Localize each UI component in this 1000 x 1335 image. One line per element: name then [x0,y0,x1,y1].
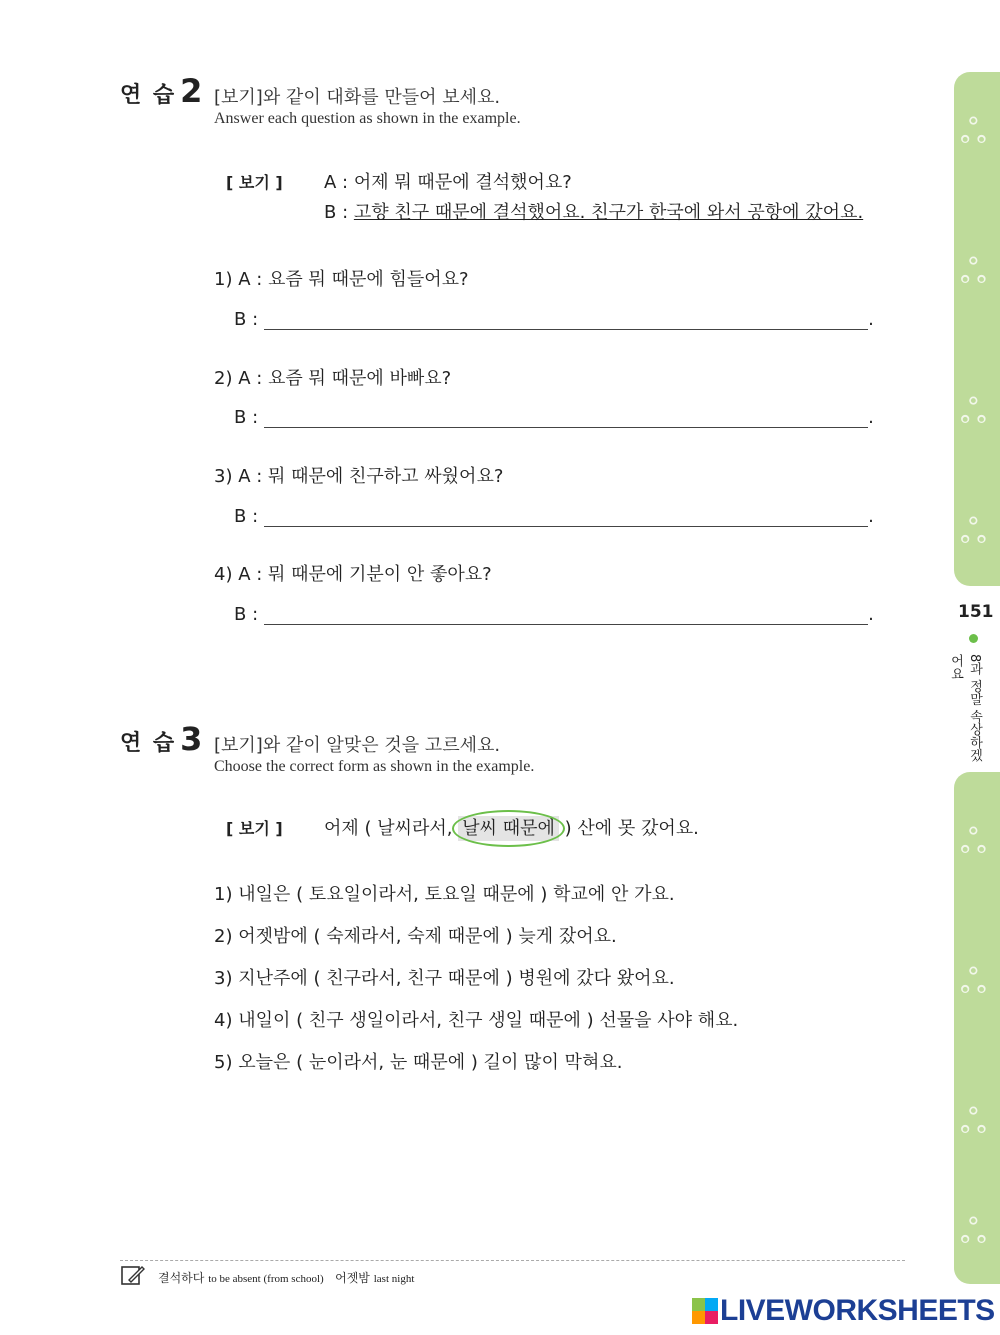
example-selected-choice: 날씨 때문에 [458,816,559,841]
answer-blank[interactable] [264,608,868,625]
exercise-number: 2 [180,72,203,110]
sidebar-tab-bottom [954,772,1000,1284]
exercise-2-answer-row-3: B : . [234,506,874,527]
exercise-3-example-label: [ 보기 ] [226,819,283,838]
vocabulary-note [158,1269,414,1286]
vocab-word-1: 결석하다 [158,1271,205,1285]
selection-circle [452,810,565,847]
exercise-2-answer-row-4: B : . [234,604,874,625]
note-icon [120,1264,146,1290]
vocab-word-2: 어젯밤 [335,1271,370,1285]
swirl-icon: ஃ [960,392,987,432]
exercise-3-instruction-en: Choose the correct form as shown in the example. [214,758,535,775]
answer-label: B : [234,604,259,625]
swirl-icon: ஃ [960,512,987,552]
exercise-3-item-1[interactable]: 1) 내일은 ( 토요일이라서, 토요일 때문에 ) 학교에 안 가요. [214,884,675,905]
exercise-2-example-b [324,198,863,224]
exercise-2-example-label: [ 보기 ] [226,173,283,192]
exercise-2-instruction-en: Answer each question as shown in the example. [214,110,521,127]
example-pre: 어제 ( 날씨라서, [324,818,459,839]
exercise-2-question-4: 4) A : 뭐 때문에 기분이 안 좋아요? [214,564,492,585]
vocab-meaning-2: last night [373,1273,415,1285]
exercise-2-question-3: 3) A : 뭐 때문에 친구하고 싸웠어요? [214,466,504,487]
answer-blank[interactable] [264,411,868,428]
liveworksheets-logo-icon [692,1298,718,1324]
footer-divider [120,1260,905,1261]
example-b-answer: 고향 친구 때문에 결석했어요. 친구가 한국에 와서 공항에 갔어요. [353,202,864,223]
swirl-icon: ஃ [960,1102,987,1142]
example-b-prefix: B : [324,202,354,223]
exercise-2-example-a: A : 어제 뭐 때문에 결석했어요? [324,172,572,193]
liveworksheets-brand[interactable]: LIVEWORKSHEETS [720,1294,995,1327]
answer-blank[interactable] [264,510,868,527]
answer-label: B : [234,407,259,428]
swirl-icon: ஃ [960,1212,987,1252]
exercise-2-answer-row-1: B : . [234,309,874,330]
exercise-3-item-2[interactable]: 2) 어젯밤에 ( 숙제라서, 숙제 때문에 ) 늦게 잤어요. [214,926,617,947]
bullet-dot [969,634,978,643]
exercise-3-item-5[interactable]: 5) 오늘은 ( 눈이라서, 눈 때문에 ) 길이 많이 막혀요. [214,1052,623,1073]
exercise-2-question-1: 1) A : 요즘 뭐 때문에 힘들어요? [214,269,469,290]
page-number: 151 [958,602,994,622]
exercise-2-instruction-ko: [보기]와 같이 대화를 만들어 보세요. [214,87,501,108]
exercise-number: 3 [180,720,203,758]
swirl-icon: ஃ [960,962,987,1002]
exercise-2-title [120,72,202,110]
swirl-icon: ஃ [960,822,987,862]
exercise-3-title [120,720,202,758]
swirl-icon: ஃ [960,112,987,152]
exercise-label: 연 습 [120,731,177,756]
vocab-meaning-1: to be absent (from school) [208,1273,324,1285]
exercise-3-item-3[interactable]: 3) 지난주에 ( 친구라서, 친구 때문에 ) 병원에 갔다 왔어요. [214,968,675,989]
exercise-label: 연 습 [120,83,177,108]
answer-label: B : [234,506,259,527]
exercise-3-item-4[interactable]: 4) 내일이 ( 친구 생일이라서, 친구 생일 때문에 ) 선물을 사야 해요. [214,1010,739,1031]
exercise-2-question-2: 2) A : 요즘 뭐 때문에 바빠요? [214,368,452,389]
sidebar-tab-top [954,72,1000,586]
answer-label: B : [234,309,259,330]
exercise-2-answer-row-2: B : . [234,407,874,428]
swirl-icon: ஃ [960,252,987,292]
example-post: ) 산에 못 갔어요. [558,818,699,839]
exercise-3-example [324,814,699,840]
chapter-title-vertical: 8과 정말 속상하겠어요 [948,654,982,762]
answer-blank[interactable] [264,313,868,330]
exercise-3-instruction-ko: [보기]와 같이 알맞은 것을 고르세요. [214,735,501,756]
